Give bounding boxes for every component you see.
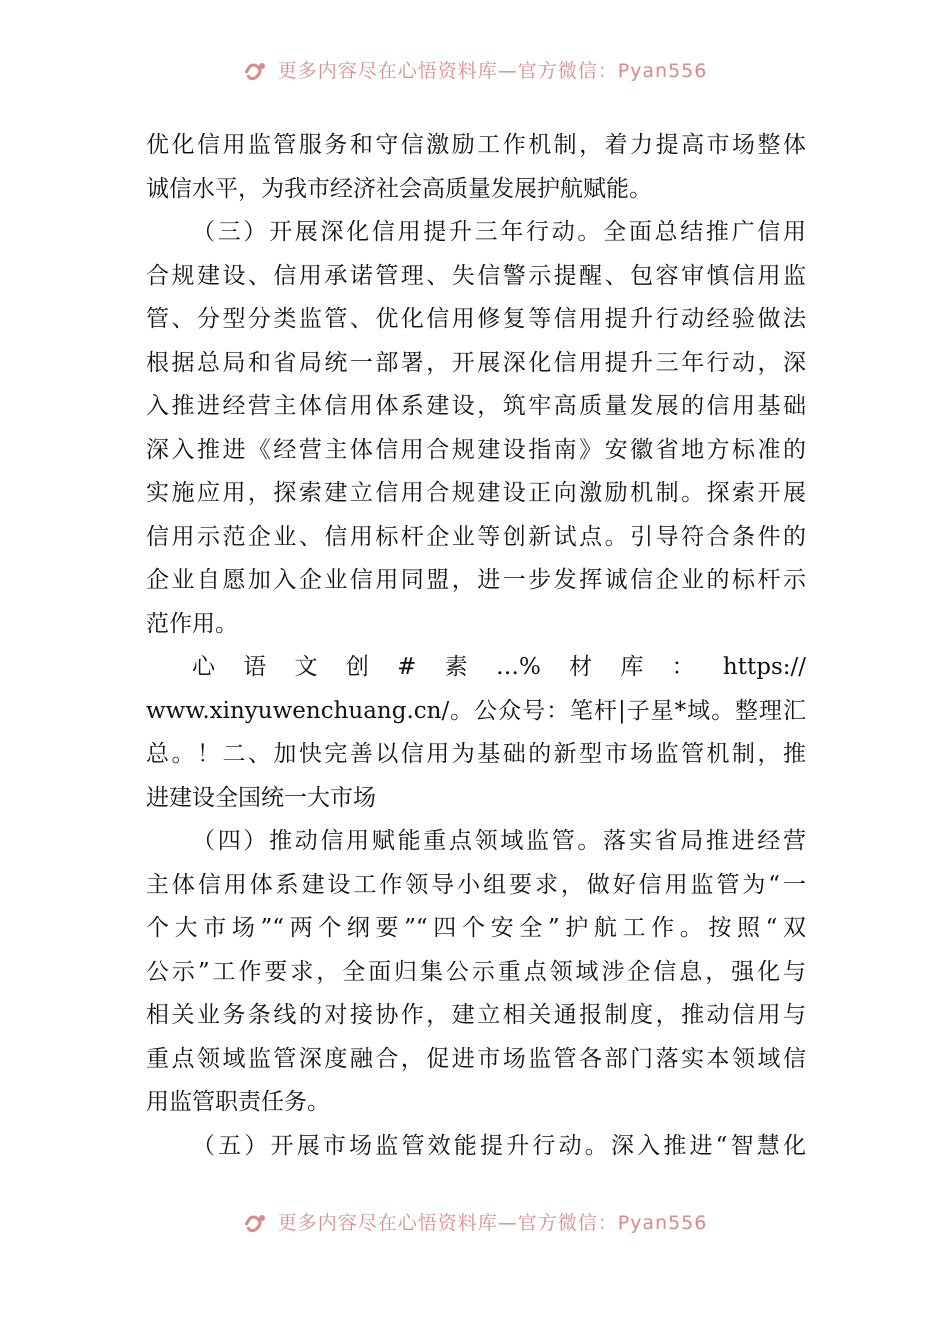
text-line: 信用示范企业、信用标杆企业等创新试点。引导符合条件的 [146,523,806,550]
text-line: 心语文创#素…%材库：https:// [192,654,806,680]
text-line: www.xinyuwenchuang.cn/。公众号：笔杆|子星*域。整理汇 [146,697,806,724]
text-line: 范作用。 [146,610,238,637]
text-line: 管、分型分类监管、优化信用修复等信用提升行动经验做法 [146,306,806,332]
watermark-header [0,56,950,84]
text-line: 用监管职责任务。 [146,1089,330,1115]
text-line: 个大市场”“两个纲要”“四个安全”护航工作。按照“双 [146,915,806,941]
text-line: 入推进经营主体信用体系建设，筑牢高质量发展的信用基础 [146,393,806,419]
logo-icon [243,59,269,81]
text-line: 总。！二、加快完善以信用为基础的新型市场监管机制，推 [146,741,806,767]
text-line: 重点领域监管深度融合，促进市场监管各部门落实本领域信 [146,1045,806,1072]
text-line: 合规建设、信用承诺管理、失信警示提醒、包容审慎信用监 [146,262,806,289]
section-heading: 进建设全国统一大市场 [146,784,376,811]
text-line: （五）开展市场监管效能提升行动。深入推进“智慧化 [192,1132,806,1159]
text-line: 主体信用体系建设工作领导小组要求，做好信用监管为“一 [146,871,806,898]
text-line: 根据总局和省局统一部署，开展深化信用提升三年行动，深 [146,349,806,376]
text-line: 优化信用监管服务和守信激励工作机制，着力提高市场整体 [146,132,806,158]
text-line: （四）推动信用赋能重点领域监管。落实省局推进经营 [192,828,806,854]
text-line: 相关业务条线的对接协作，建立相关通报制度，推动信用与 [146,1002,806,1028]
text-line: 深入推进《经营主体信用合规建设指南》安徽省地方标准的 [146,436,806,463]
text-line: 实施应用，探索建立信用合规建设正向激励机制。探索开展 [146,480,806,506]
text-line: （三）开展深化信用提升三年行动。全面总结推广信用 [192,219,806,245]
text-line: 企业自愿加入企业信用同盟，进一步发挥诚信企业的标杆示 [146,567,806,593]
watermark-text: 更多内容尽在心悟资料库—官方微信：Pyan556 [277,1212,708,1234]
logo-icon [243,1211,269,1233]
watermark-footer [0,1208,950,1236]
text-line: 诚信水平，为我市经济社会高质量发展护航赋能。 [146,175,652,202]
watermark-text: 更多内容尽在心悟资料库—官方微信：Pyan556 [277,60,708,82]
text-line: 公示”工作要求，全面归集公示重点领域涉企信息，强化与 [146,958,806,985]
document-body [146,124,806,1168]
